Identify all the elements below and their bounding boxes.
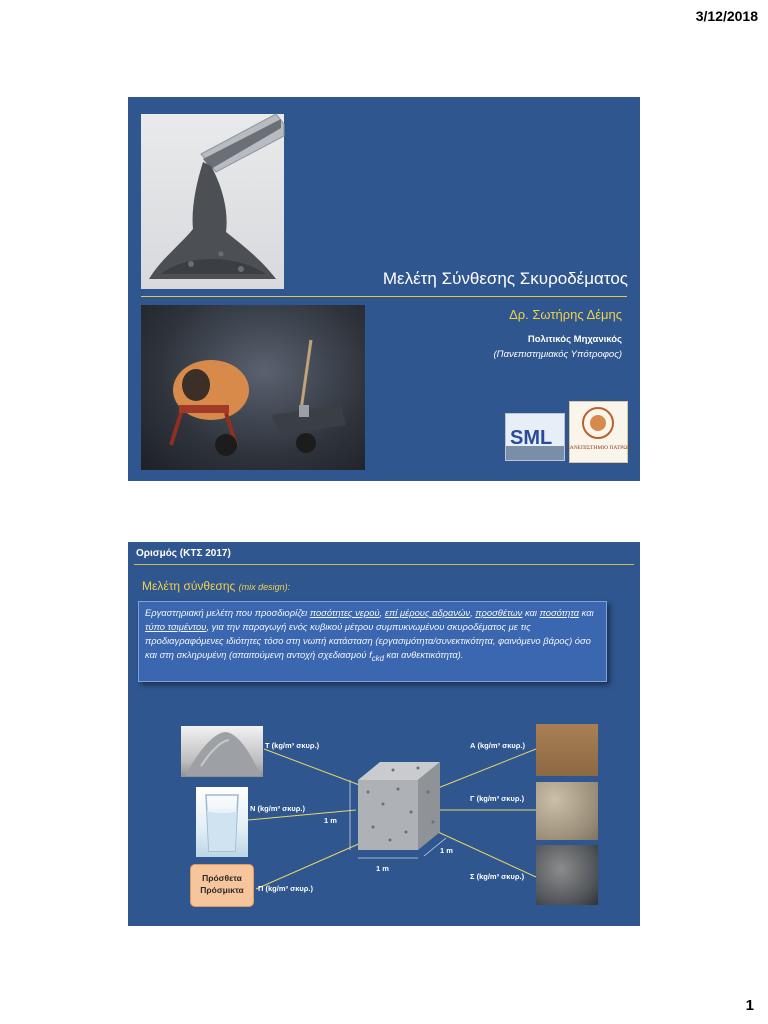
admixtures-label: Π (kg/m³ σκυρ.)	[258, 884, 313, 893]
definition-term-water: ποσότητες νερού	[309, 607, 380, 618]
definition-text: ,	[379, 607, 385, 618]
concrete-mixer-image	[141, 305, 365, 470]
admixtures-line2: Πρόσμικτα	[200, 885, 244, 895]
admixtures-box	[190, 864, 254, 907]
title-divider	[141, 296, 627, 297]
definition-text: και ανθεκτικότητα).	[383, 649, 464, 660]
mix-design-heading-sub: (mix design):	[238, 582, 291, 592]
presentation-title: Μελέτη Σύνθεσης Σκυροδέματος	[382, 269, 628, 288]
upatras-logo-text: ΠΑΝΕΠΙΣΤΗΜΙΟ ΠΑΤΡΩΝ	[565, 445, 632, 451]
author-name: Δρ. Σωτήρης Δέμης	[509, 307, 622, 322]
sml-logo-text: SML	[510, 427, 553, 449]
definition-text: ,	[470, 607, 476, 618]
author-rank: (Πανεπιστημιακός Υπότροφος)	[493, 349, 622, 360]
water-label: Ν (kg/m³ σκυρ.)	[250, 804, 305, 813]
page-number: 1	[745, 997, 754, 1014]
title-slide	[128, 97, 640, 481]
cube-depth-label: 1 m	[440, 846, 453, 855]
connector-line	[428, 749, 536, 792]
gravel-image	[536, 782, 598, 840]
definition-text: και	[522, 607, 540, 618]
definition-subscript: ckd	[371, 653, 384, 663]
university-of-patras-logo	[565, 401, 632, 463]
sand-label: Α (kg/m³ σκυρ.)	[470, 741, 525, 750]
water-glass-image	[196, 787, 248, 857]
page-date: 3/12/2018	[695, 8, 758, 24]
definition-slide	[128, 542, 640, 926]
gravel-label: Γ (kg/m³ σκυρ.)	[470, 794, 525, 803]
definition-text: και	[579, 607, 594, 618]
author-role: Πολιτικός Μηχανικός	[527, 334, 622, 345]
coarse-aggregate-image	[536, 845, 598, 905]
definition-term-cement-type: τύπο τσιμέντου	[145, 621, 207, 632]
sml-lab-logo	[505, 413, 565, 461]
definition-term-quantity: ποσότητα	[539, 607, 580, 618]
coarse-aggregate-label: Σ (kg/m³ σκυρ.)	[470, 872, 525, 881]
slide-header-text: Ορισμός (ΚΤΣ 2017)	[136, 548, 231, 559]
definition-term-aggregates: επί μέρους αδρανών	[384, 607, 471, 618]
cube-width-label: 1 m	[376, 864, 389, 873]
definition-term-admixtures: προσθέτων	[475, 607, 523, 618]
cement-label: Τ (kg/m³ σκυρ.)	[265, 741, 320, 750]
concrete-pour-image	[141, 114, 284, 289]
sand-image	[536, 724, 598, 776]
definition-text: , για την παραγωγή ενός κυβικού μέτρου συμπυκνωμένου σκυροδέματος με τις προδιαγραφόμενες ιδιότητες τόσο στη νωπή κατάσταση (εργασιμότητα/συνεκτικότητα, φαινόμενο βάρος) όσο και στη σκληρυμένη (απαιτούμενη αντοχή σχεδιασμού f	[145, 621, 591, 660]
definition-text: Εργαστηριακή μελέτη που προσδιορίζει	[145, 607, 310, 618]
cement-image	[181, 726, 263, 777]
mix-design-heading-text: Μελέτη σύνθεσης	[142, 579, 236, 593]
concrete-cube	[358, 762, 440, 850]
connector-line	[256, 842, 363, 889]
cube-height-label: 1 m	[324, 816, 337, 825]
admixtures-line1: Πρόσθετα	[202, 873, 242, 883]
